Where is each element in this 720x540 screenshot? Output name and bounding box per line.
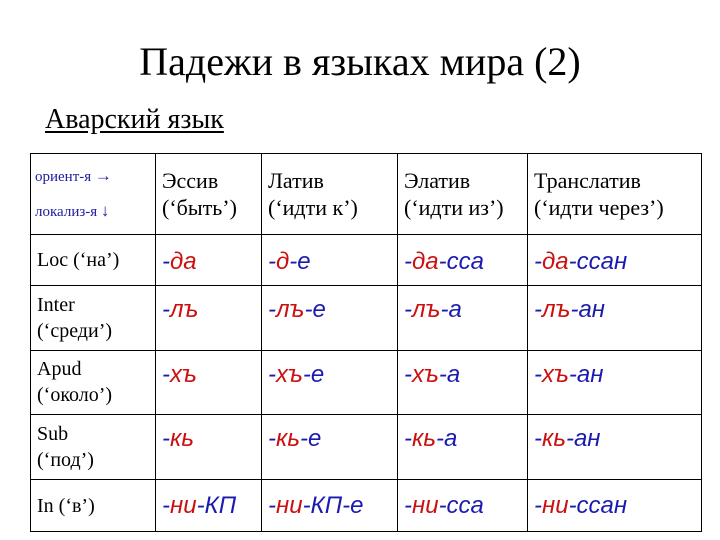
form-segment: -КП-е	[302, 491, 364, 519]
corner-cell	[31, 154, 156, 235]
form-segment: да	[542, 247, 569, 275]
form-segment: -ссан	[568, 247, 628, 275]
form-segment: -ан	[565, 425, 601, 453]
form-segment: -е	[289, 247, 311, 275]
table-row	[31, 415, 702, 480]
case-form	[398, 480, 528, 532]
form-segment: -е	[304, 295, 326, 323]
form-segment: -	[162, 295, 170, 323]
row-label	[31, 350, 156, 415]
header-gloss: (‘идти через’)	[534, 195, 664, 220]
form-segment: кь	[276, 425, 300, 453]
form-segment: лъ	[412, 295, 441, 323]
case-form	[398, 285, 528, 350]
form-segment: кь	[542, 425, 566, 453]
form-segment: -	[162, 247, 170, 275]
localization-label	[35, 194, 155, 229]
right-arrow-icon: →	[94, 166, 112, 185]
form-segment: хъ	[276, 360, 303, 388]
header-lative	[262, 154, 398, 235]
table-row	[31, 235, 702, 286]
row-label-line: In (‘в’)	[37, 494, 95, 517]
case-form	[528, 235, 702, 286]
form-segment: -а	[435, 425, 458, 453]
table-row	[31, 480, 702, 532]
form-segment: -	[534, 360, 542, 388]
form-segment: ни	[276, 491, 303, 519]
case-form	[156, 285, 262, 350]
case-form	[398, 235, 528, 286]
form-segment: -ан	[568, 360, 604, 388]
case-rows	[31, 235, 702, 532]
case-form	[528, 350, 702, 415]
form-segment: -	[268, 295, 276, 323]
form-segment: -е	[302, 360, 325, 388]
slide-subtitle: Аварский язык	[45, 104, 224, 135]
case-form	[262, 480, 398, 532]
form-segment: -а	[438, 360, 461, 388]
header-gloss: (‘идти из’)	[404, 195, 504, 220]
form-segment: д	[276, 247, 290, 275]
table-row	[31, 350, 702, 415]
form-segment: -	[162, 360, 170, 388]
row-label-gloss: (‘под’)	[37, 449, 94, 472]
row-label-line: Sub	[37, 423, 69, 446]
case-form	[156, 480, 262, 532]
row-label	[31, 480, 156, 532]
case-table	[30, 153, 702, 532]
form-segment: хъ	[542, 360, 569, 388]
header-essive	[156, 154, 262, 235]
form-segment: -	[534, 247, 542, 275]
case-form	[398, 415, 528, 480]
case-form	[528, 285, 702, 350]
case-form	[528, 480, 702, 532]
form-segment: -	[162, 425, 170, 453]
form-segment: -	[404, 360, 412, 388]
form-segment: хъ	[412, 360, 439, 388]
orientation-text: ориент-я	[35, 169, 92, 185]
form-segment: -	[534, 425, 542, 453]
header-gloss: (‘идти к’)	[268, 195, 358, 220]
header-name: Латив	[268, 168, 324, 193]
table-row	[31, 285, 702, 350]
row-label-gloss: (‘среди’)	[37, 319, 113, 342]
form-segment: -а	[440, 295, 462, 323]
header-translative	[528, 154, 702, 235]
form-segment: -сса	[438, 491, 484, 519]
form-segment: -ан	[570, 295, 605, 323]
localization-text: локализ-я	[35, 204, 98, 220]
form-segment: лъ	[276, 295, 305, 323]
row-label-line: Apud	[37, 358, 82, 381]
form-segment: ни	[412, 491, 439, 519]
form-segment: -	[404, 247, 412, 275]
form-segment: -	[404, 425, 412, 453]
header-name: Элатив	[404, 168, 471, 193]
form-segment: ни	[542, 491, 569, 519]
down-arrow-icon: ↓	[100, 201, 110, 220]
form-segment: -сса	[438, 247, 484, 275]
header-elative	[398, 154, 528, 235]
form-segment: -	[162, 491, 170, 519]
form-segment: лъ	[170, 295, 199, 323]
form-segment: -	[268, 491, 276, 519]
header-name: Эссив	[162, 168, 219, 193]
form-segment: -	[404, 295, 412, 323]
form-segment: -	[268, 360, 276, 388]
case-form	[398, 350, 528, 415]
form-segment: -КП	[196, 491, 237, 519]
case-form	[156, 415, 262, 480]
case-form	[262, 415, 398, 480]
case-form	[156, 235, 262, 286]
form-segment: -	[534, 491, 542, 519]
header-gloss: (‘быть’)	[162, 195, 237, 220]
form-segment: кь	[170, 425, 194, 453]
row-label-gloss: (‘около’)	[37, 384, 113, 407]
row-label	[31, 285, 156, 350]
form-segment: -	[534, 295, 542, 323]
form-segment: -е	[299, 425, 322, 453]
case-form	[156, 350, 262, 415]
orientation-label	[35, 159, 155, 194]
row-label	[31, 415, 156, 480]
row-label	[31, 235, 156, 286]
form-segment: -	[268, 425, 276, 453]
header-name: Транслатив	[534, 168, 641, 193]
form-segment: ни	[170, 491, 197, 519]
form-segment: -	[268, 247, 276, 275]
form-segment: -ссан	[568, 491, 628, 519]
form-segment: хъ	[170, 360, 197, 388]
case-form	[262, 235, 398, 286]
row-label-line: Loc (‘на’)	[37, 248, 120, 271]
form-segment: да	[170, 247, 197, 275]
case-form	[528, 415, 702, 480]
slide-title: Падежи в языках мира (2)	[139, 39, 581, 84]
form-segment: лъ	[542, 295, 571, 323]
form-segment: да	[412, 247, 439, 275]
case-form	[262, 350, 398, 415]
form-segment: -	[404, 491, 412, 519]
header-row	[31, 154, 702, 235]
row-label-line: Inter	[37, 293, 75, 316]
case-form	[262, 285, 398, 350]
form-segment: кь	[412, 425, 436, 453]
